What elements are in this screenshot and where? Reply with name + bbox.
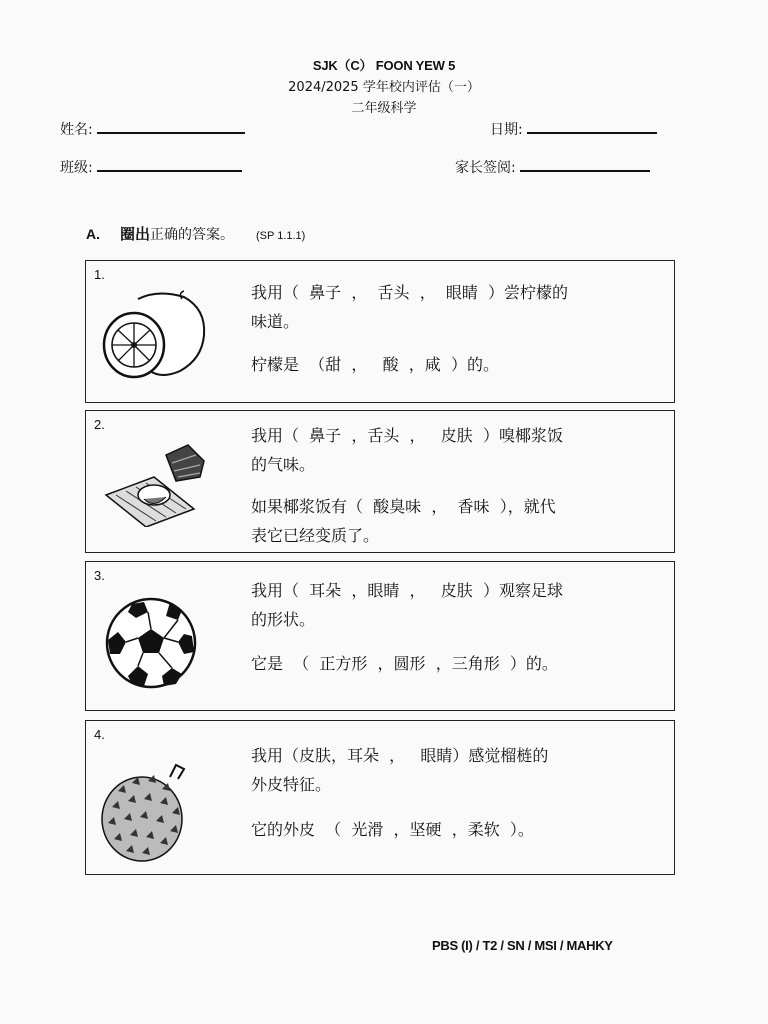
parent-sign-blank[interactable] [520,169,650,172]
question-line-2: 的形状。 [251,610,316,629]
question-line-3: 它是 （ 正方形 ，圆形 ，三角形 ）的。 [251,654,558,673]
question-line-2: 的气味。 [251,455,316,474]
section-letter: A. [86,226,100,242]
class-label: 班级: [60,160,93,176]
question-number: 1. [94,267,105,282]
question-line-3: 柠檬是 （甜 ， 酸 ，咸 ）的。 [251,355,499,374]
question-card-1 [85,260,675,403]
standard-code: (SP 1.1.1) [256,230,306,242]
date-field [490,119,657,139]
date-blank[interactable] [527,131,657,134]
question-number: 4. [94,727,105,742]
question-card-2 [85,410,675,553]
name-label: 姓名: [60,122,93,138]
exam-title: 2024/2025 学年校内评估（一） [288,80,480,95]
class-field [60,157,242,177]
instruction-keyword: 圈出 [120,225,151,243]
name-blank[interactable] [97,131,245,134]
instruction-text: 正确的答案。 [150,227,235,243]
question-line-4: 表它已经变质了。 [251,526,380,545]
question-line-1: 我用（皮肤，耳朵 ， 眼睛）感觉榴梿的 [251,746,549,765]
nasi-lemak-icon [104,443,208,531]
question-card-4 [85,720,675,875]
parent-sign-label: 家长签阅: [455,160,516,176]
question-card-3 [85,561,675,711]
question-number: 3. [94,568,105,583]
soccer-ball-icon [104,596,198,694]
question-line-1: 我用（ 耳朵 ，眼睛 ， 皮肤 ）观察足球 [251,581,563,600]
question-line-1: 我用（ 鼻子 ，舌头 ， 皮肤 ）嗅椰浆饭 [251,426,563,445]
question-line-2: 外皮特征。 [251,775,332,794]
question-line-3: 如果椰浆饭有（ 酸臭味 ， 香味 ），就代 [251,497,556,516]
question-line-1: 我用（ 鼻子 ， 舌头 ， 眼睛 ）尝柠檬的 [251,283,569,302]
durian-icon [98,761,194,869]
class-blank[interactable] [97,169,242,172]
question-number: 2. [94,417,105,432]
question-line-2: 味道。 [251,312,300,331]
question-line-3: 它的外皮 （ 光滑 ，坚硬 ，柔软 ）。 [251,820,534,839]
subject-title: 二年级科学 [351,101,417,116]
date-label: 日期: [490,122,523,138]
parent-sign-field [455,157,650,177]
footer-code: PBS (I) / T2 / SN / MSI / MAHKY [432,938,613,953]
lemon-icon [98,287,210,387]
name-field [60,119,245,139]
school-name: SJK（C） FOON YEW 5 [312,58,456,73]
section-heading [86,223,305,244]
